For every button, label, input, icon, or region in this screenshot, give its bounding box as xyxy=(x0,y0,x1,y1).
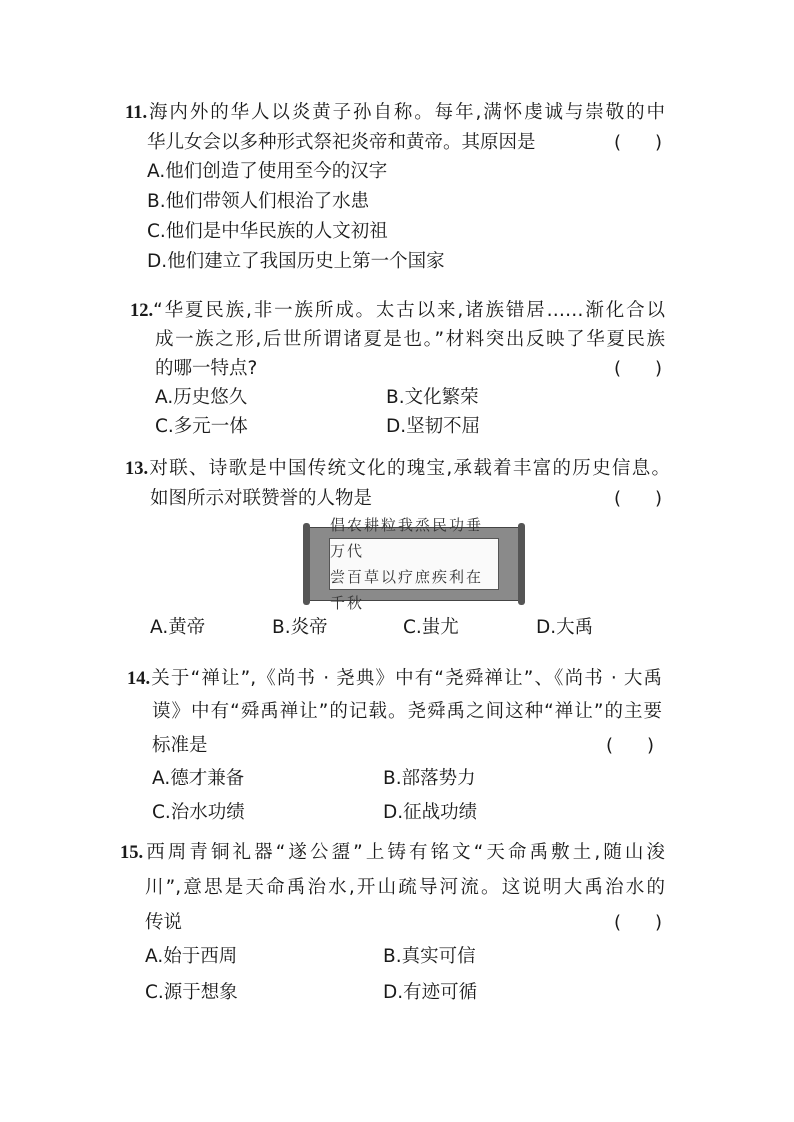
question-number: 13. xyxy=(125,459,149,479)
question-stem-line xyxy=(125,457,670,481)
stem-text: 西周青铜礼器“遂公盨”上铸有铭文“天命禹敷土,随山浚 xyxy=(143,842,665,863)
stem-text: 海内外的华人以炎黄子孙自称。每年,满怀虔诚与崇敬的中 xyxy=(147,102,665,123)
question-stem-line: 谟》中有“舜禹禅让”的记载。尧舜禹之间这种“禅让”的主要 xyxy=(152,701,662,722)
option-c: C.他们是中华民族的人文初祖 xyxy=(147,221,388,242)
couplet-scroll-image xyxy=(303,516,525,612)
question-number: 12. xyxy=(130,301,154,321)
question-stem-line xyxy=(127,667,662,691)
stem-text: 关于“禅让”,《尚书 · 尧典》中有“尧舜禅让”、《尚书 · 大禹 xyxy=(150,668,662,689)
answer-blank[interactable]: ( ) xyxy=(614,132,662,153)
option-a: A.他们创造了使用至今的汉字 xyxy=(147,161,388,182)
option-c: C.源于想象 xyxy=(145,982,238,1003)
scroll-frame xyxy=(308,516,520,612)
option-b: B.文化繁荣 xyxy=(386,387,479,408)
couplet-upper: 倡农耕粒我烝民功垂万代 xyxy=(330,516,484,560)
option-a: A.德才兼备 xyxy=(152,768,245,789)
option-c: C.治水功绩 xyxy=(152,802,245,823)
question-stem-line: 传说 xyxy=(145,912,183,933)
option-d: D.坚韧不屈 xyxy=(386,416,481,437)
question-number: 15. xyxy=(120,843,144,863)
option-b: B.部落势力 xyxy=(383,768,476,789)
question-stem-line: 华儿女会以多种形式祭祀炎帝和黄帝。其原因是 xyxy=(147,132,536,153)
answer-blank[interactable]: ( ) xyxy=(614,488,662,509)
option-a: A.始于西周 xyxy=(145,946,238,967)
couplet-lower: 尝百草以疗庶疾利在千秋 xyxy=(330,568,484,612)
question-stem-line: 成一族之形,后世所谓诸夏是也。”材料突出反映了华夏民族 xyxy=(155,329,665,350)
question-stem-line: 的哪一特点? xyxy=(155,358,258,379)
scroll-rod-left xyxy=(303,523,310,605)
scroll-rod-right xyxy=(518,523,525,605)
answer-blank[interactable]: ( ) xyxy=(614,358,662,379)
option-c: C.多元一体 xyxy=(155,416,248,437)
option-b: B.他们带领人们根治了水患 xyxy=(147,191,370,212)
question-stem-line xyxy=(125,101,665,125)
stem-text: “华夏民族,非一族所成。太古以来,诸族错居……渐化合以 xyxy=(153,300,665,321)
question-number: 14. xyxy=(127,669,151,689)
option-d: D.有迹可循 xyxy=(383,982,478,1003)
question-stem-line: 标准是 xyxy=(152,735,208,756)
option-d: D.征战功绩 xyxy=(383,802,478,823)
option-b: B.真实可信 xyxy=(383,946,476,967)
option-d: D.他们建立了我国历史上第一个国家 xyxy=(147,251,445,272)
answer-blank[interactable]: ( ) xyxy=(606,735,654,756)
question-number: 11. xyxy=(125,103,148,123)
option-a: A.历史悠久 xyxy=(155,387,248,408)
question-stem-line xyxy=(130,299,665,323)
scroll-paper xyxy=(329,516,499,612)
option-b: B.炎帝 xyxy=(272,617,328,638)
option-c: C.蚩尤 xyxy=(403,617,459,638)
option-a: A.黄帝 xyxy=(150,617,206,638)
stem-text: 对联、诗歌是中国传统文化的瑰宝,承载着丰富的历史信息。 xyxy=(148,458,670,479)
question-stem-line: 如图所示对联赞誉的人物是 xyxy=(150,488,373,509)
option-d: D.大禹 xyxy=(536,617,594,638)
question-stem-line: 川”,意思是天命禹治水,开山疏导河流。这说明大禹治水的 xyxy=(145,877,665,898)
answer-blank[interactable]: ( ) xyxy=(614,912,662,933)
question-stem-line xyxy=(120,841,665,865)
